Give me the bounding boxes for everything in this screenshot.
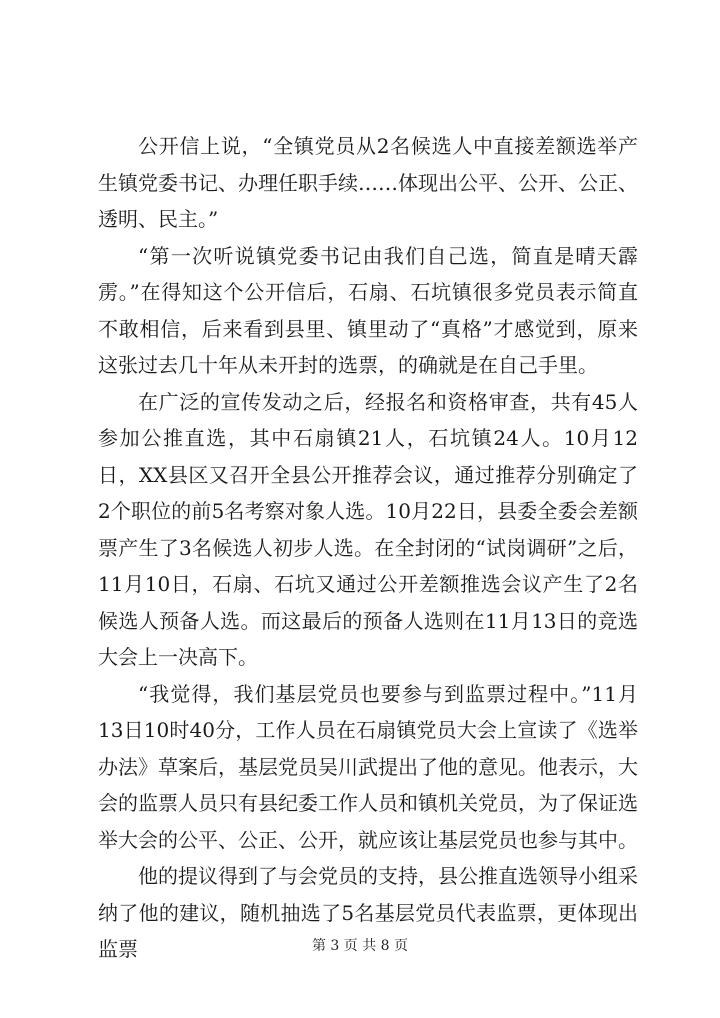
document-body bbox=[98, 128, 638, 968]
paragraph-1: 公开信上说，“全镇党员从2名候选人中直接差额选举产生镇党委书记、办理任职手续……体现出公平、公开、公正、透明、民主。” bbox=[98, 134, 638, 231]
paragraph-3: 在广泛的宣传发动之后，经报名和资格审查，共有45人参加公推直选，其中石扇镇21人，石坑镇24人。10月12日，XX县区又召开全县公开推荐会议，通过推荐分别确定了2个职位的前5名考察对象人选。10月22日，县委全委会差额票产生了3名候选人初步人选。在全封闭的“试岗调研”之后，11月10日，石扇、石坑又通过公开差额推选会议产生了2名候选人预备人选。而这最后的预备人选则在11月13日的竞选大会上一决高下。 bbox=[98, 389, 638, 669]
paragraph-2: “第一次听说镇党委书记由我们自己选，简直是晴天霹雳。”在得知这个公开信后，石扇、石坑镇很多党员表示简直不敢相信，后来看到县里、镇里动了“真格”才感觉到，原来这张过去几十年从未开封的选票，的确就是在自己手里。 bbox=[98, 243, 638, 377]
paragraph-5: 他的提议得到了与会党员的支持，县公推直选领导小组采纳了他的建议，随机抽选了5名基层党员代表监票，更体现出监票 bbox=[98, 864, 638, 961]
page-number-footer: 第 3 页 共 8 页 bbox=[311, 938, 409, 954]
paragraph-4: “我觉得，我们基层党员也要参与到监票过程中。”11月13日10时40分，工作人员在石扇镇党员大会上宣读了《选举办法》草案后，基层党员吴川武提出了他的意见。他表示，大会的监票人员只有县纪委工作人员和镇机关党员，为了保证选举大会的公平、公正、公开，就应该让基层党员也参与其中。 bbox=[98, 681, 638, 852]
